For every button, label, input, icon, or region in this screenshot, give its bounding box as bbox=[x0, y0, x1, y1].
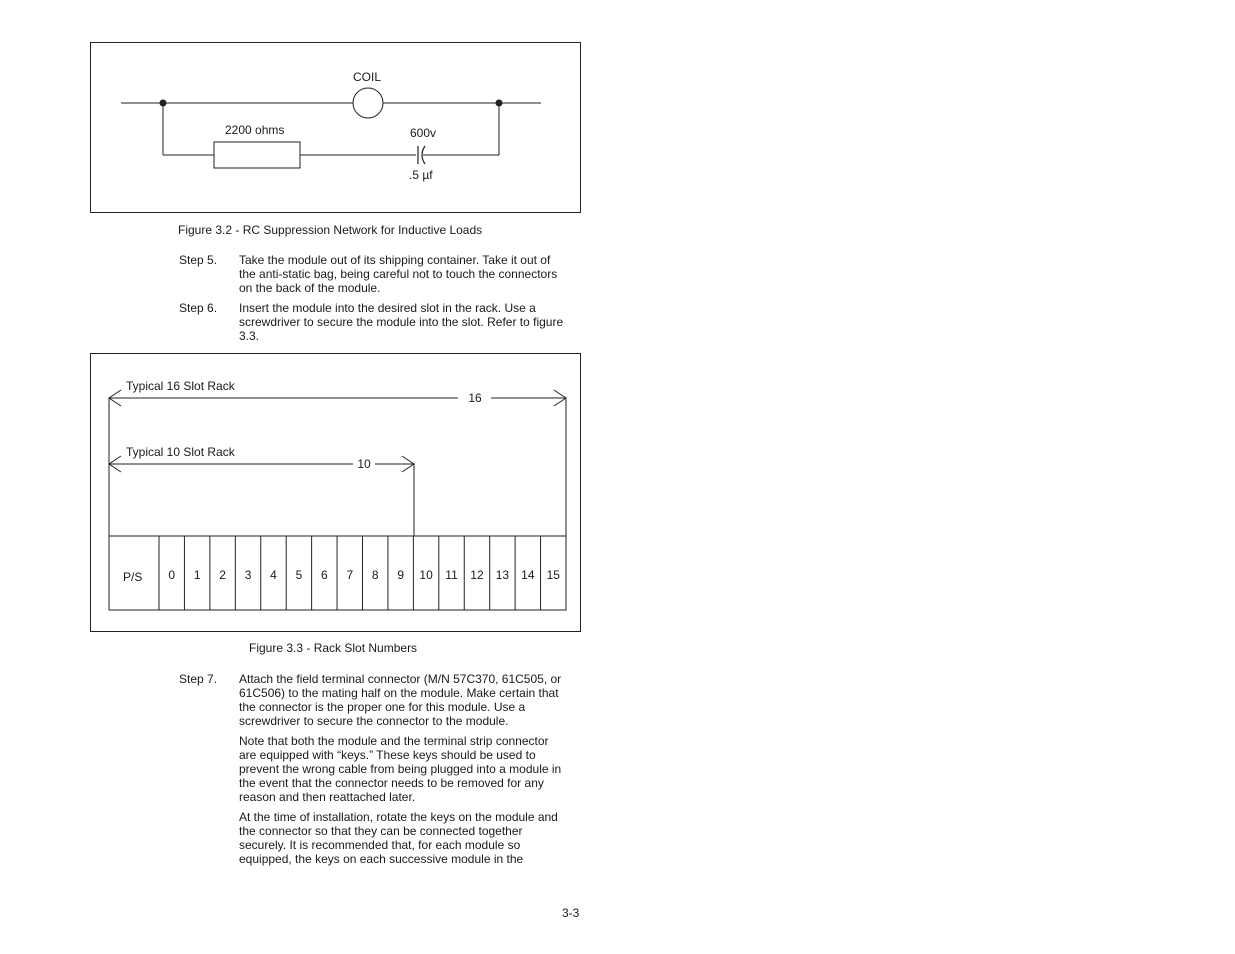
step-7-paragraph-2: Note that both the module and the terminal strip connector are equipped with “keys.” These keys should be used to prevent the wrong cable from being plugged into a module in the event that the connector needs to be removed for any reason and then reattached later. bbox=[239, 734, 562, 804]
slot-number: 8 bbox=[371, 568, 379, 582]
slot-number: 15 bbox=[546, 568, 560, 582]
figure-3-2-caption: Figure 3.2 - RC Suppression Network for Inductive Loads bbox=[178, 223, 483, 237]
slot-number: 12 bbox=[470, 568, 484, 582]
slot-number: 5 bbox=[295, 568, 303, 582]
slot-number: 1 bbox=[193, 568, 201, 582]
step-5-text: Take the module out of its shipping container. Take it out of the anti-static bag, being careful not to touch the connectors on the back of the module. bbox=[239, 253, 558, 295]
slot-number: 9 bbox=[397, 568, 404, 582]
rack16-label: Typical 16 Slot Rack bbox=[126, 379, 235, 393]
figure-3-3-caption: Figure 3.3 - Rack Slot Numbers bbox=[249, 641, 418, 655]
ps-label: P/S bbox=[123, 570, 143, 584]
rc-suppression-figure bbox=[90, 42, 581, 213]
resistor-symbol bbox=[214, 142, 300, 168]
rack-slot-figure bbox=[90, 353, 581, 632]
rc-circuit-diagram bbox=[91, 43, 579, 211]
coil-symbol bbox=[353, 88, 383, 118]
rack16-count: 16 bbox=[468, 391, 482, 405]
coil-label: COIL bbox=[353, 70, 382, 84]
slot-number: 11 bbox=[445, 568, 458, 582]
slot-numbers bbox=[168, 536, 560, 610]
capacitance-label: .5 µf bbox=[409, 168, 433, 182]
rack-slot-diagram bbox=[91, 354, 579, 630]
rack10-count: 10 bbox=[357, 457, 371, 471]
step-6-text: Insert the module into the desired slot in the rack. Use a screwdriver to secure the module into the slot. Refer to figure 3.3. bbox=[239, 301, 564, 343]
resistor-label: 2200 ohms bbox=[225, 123, 285, 137]
page-number: 3-3 bbox=[562, 906, 580, 920]
step-5-label: Step 5. bbox=[179, 253, 218, 267]
slot-number: 4 bbox=[270, 568, 277, 582]
step-7-paragraph-1: Attach the field terminal connector (M/N 57C370, 61C505, or 61C506) to the mating half on the module. Make certain that the connector is the proper one for this module. Use a screwdriver to secure the connector to the module. bbox=[239, 672, 562, 728]
slot-number: 3 bbox=[244, 568, 252, 582]
slot-number: 7 bbox=[346, 568, 354, 582]
step-7-label: Step 7. bbox=[179, 672, 218, 686]
slot-number: 6 bbox=[321, 568, 328, 582]
slot-number: 13 bbox=[495, 568, 510, 582]
slot-number: 2 bbox=[219, 568, 226, 582]
step-6-label: Step 6. bbox=[179, 301, 218, 315]
slot-number: 10 bbox=[419, 568, 433, 582]
rack10-label: Typical 10 Slot Rack bbox=[126, 445, 235, 459]
voltage-label: 600v bbox=[410, 126, 437, 140]
slot-number: 0 bbox=[168, 568, 176, 582]
step-7-paragraph-3: At the time of installation, rotate the keys on the module and the connector so that they can be connected together securely. It is recommended that, for each module so equipped, the keys on each successive module in the bbox=[239, 810, 558, 866]
slot-number: 14 bbox=[521, 568, 535, 582]
